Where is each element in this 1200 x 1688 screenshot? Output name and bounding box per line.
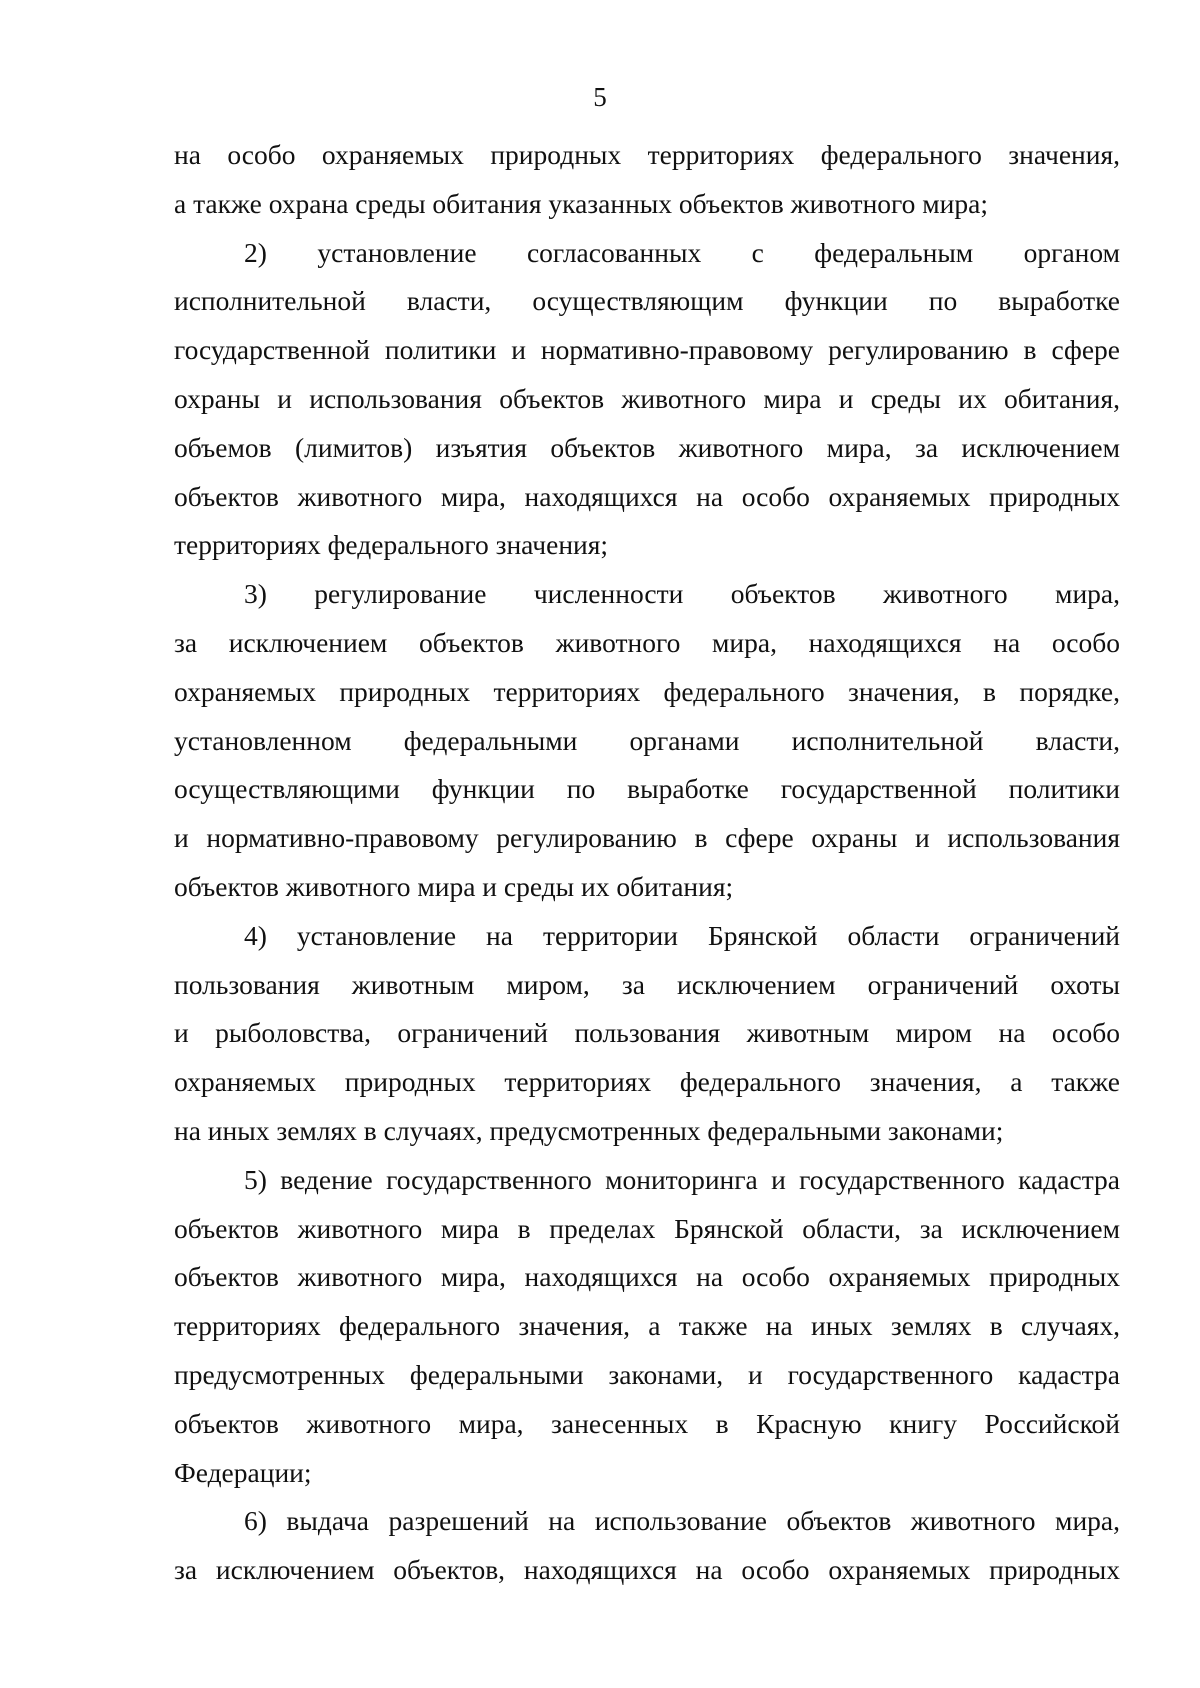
text-line: объектов животного мира, находящихся на особо охраняемых природных — [174, 1261, 1120, 1293]
text-line: Федерации; — [174, 1456, 312, 1488]
paragraph-item-4 — [174, 912, 1120, 1156]
text-line: за исключением объектов, находящихся на особо охраняемых природных — [174, 1554, 1120, 1586]
paragraph-item-6 — [174, 1497, 1120, 1595]
text-line: 5) ведение государственного мониторинга и государственного кадастра — [244, 1163, 1120, 1195]
text-line: территориях федерального значения; — [174, 529, 609, 561]
text-line: и нормативно-правовому регулированию в сфере охраны и использования — [174, 822, 1120, 854]
text-line: объектов животного мира, занесенных в Красную книгу Российской — [174, 1407, 1120, 1439]
text-line: объектов животного мира и среды их обитания; — [174, 870, 734, 902]
paragraph-item-5 — [174, 1156, 1120, 1498]
text-line: на иных землях в случаях, предусмотренных федеральными законами; — [174, 1114, 1004, 1146]
text-line: объемов (лимитов) изъятия объектов животного мира, за исключением — [174, 431, 1120, 463]
text-line: на особо охраняемых природных территориях федерального значения, — [174, 139, 1120, 170]
paragraph-item-3 — [174, 570, 1120, 912]
text-line: а также охрана среды обитания указанных объектов животного мира; — [174, 187, 988, 219]
text-line: установленном федеральными органами исполнительной власти, — [174, 724, 1120, 756]
document-body — [174, 131, 1120, 1595]
text-line: объектов животного мира, находящихся на особо охраняемых природных — [174, 480, 1120, 512]
paragraph-item-2 — [174, 229, 1120, 571]
text-line: охраняемых природных территориях федерального значения, в порядке, — [174, 675, 1120, 707]
text-line: государственной политики и нормативно-правовому регулированию в сфере — [174, 334, 1120, 366]
text-line: 4) установление на территории Брянской области ограничений — [244, 919, 1120, 951]
text-line: 6) выдача разрешений на использование объектов животного мира, — [244, 1505, 1120, 1537]
text-line: предусмотренных федеральными законами, и государственного кадастра — [174, 1358, 1120, 1390]
text-line: охраняемых природных территориях федерального значения, а также — [174, 1066, 1120, 1098]
text-line: и рыболовства, ограничений пользования животным миром на особо — [174, 1017, 1120, 1049]
text-line: за исключением объектов животного мира, находящихся на особо — [174, 626, 1120, 658]
page-number: 5 — [593, 82, 607, 112]
text-line: осуществляющими функции по выработке государственной политики — [174, 773, 1120, 805]
text-line: охраны и использования объектов животного мира и среды их обитания, — [174, 382, 1120, 414]
text-line: 2) установление согласованных с федеральным органом — [244, 236, 1120, 268]
text-line: объектов животного мира в пределах Брянской области, за исключением — [174, 1212, 1120, 1244]
text-line: исполнительной власти, осуществляющим функции по выработке — [174, 285, 1120, 317]
text-line: территориях федерального значения, а также на иных землях в случаях, — [174, 1310, 1120, 1342]
text-line: пользования животным миром, за исключением ограничений охоты — [174, 968, 1120, 1000]
text-line: 3) регулирование численности объектов животного мира, — [244, 578, 1120, 610]
paragraph-continuation — [174, 131, 1120, 229]
